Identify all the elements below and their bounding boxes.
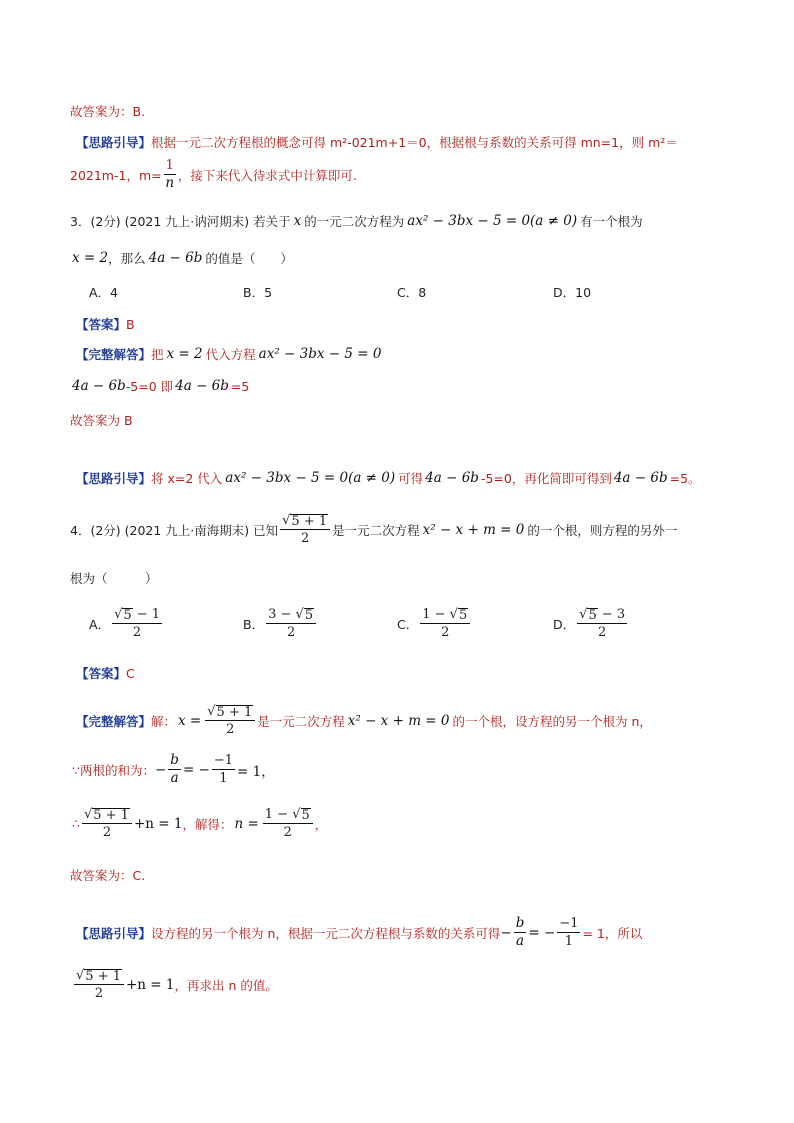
q3-stem-x: x (293, 213, 302, 229)
q3-stem-b: 的一元二次方程为 (304, 214, 405, 229)
q4-guide1-neg: − (500, 924, 512, 941)
q3-conclusion (70, 411, 133, 429)
q3-solution-eq2: ax² − 3bx − 5 = 0 (258, 346, 382, 362)
q4-guide1-f1-num: b (515, 915, 525, 931)
q4-choice-b-rad: 5 (304, 608, 314, 623)
q4-solution-line-1 (76, 704, 652, 737)
q3-guide-b: 可得 (398, 471, 424, 486)
sqrt-icon: √ 5 (449, 607, 468, 623)
q4-sol3-b: +n = 1 (133, 815, 183, 832)
q2-guide-fraction (164, 158, 176, 191)
q4-guide1-end: = 1，所以 (582, 925, 643, 941)
q4-guide1-f2-num: −1 (559, 916, 579, 931)
q4-conclusion-text: 故答案为：C. (70, 868, 146, 883)
q4-choice-c (397, 607, 472, 640)
q3-answer-value: B (126, 316, 135, 332)
q4-choice-d-den: 2 (598, 625, 607, 640)
q4-guide-tag: 【思路引导】 (76, 925, 152, 941)
sqrt-icon: √ 5 (292, 807, 310, 823)
q3-stem2-eq: x = 2 (72, 250, 109, 266)
q3-choice-b (243, 283, 272, 301)
q4-choice-c-label: C． (397, 616, 419, 632)
q4-sol2-f1-num: b (170, 752, 179, 768)
q4-guide1-a: 设方程的另一个根为 n，根据一元二次方程根与系数的关系可得 (151, 925, 501, 941)
q3-stem2-a: ，那么 (108, 251, 146, 266)
q4-solution-line-2 (72, 753, 275, 786)
q4-stem-frac-num: 5 + 1 (291, 514, 328, 529)
q4-guide2-a: +n = 1 (126, 976, 175, 993)
q4-sol2-a: ∵两根的和为： (72, 762, 155, 778)
q4-guide-line-2 (72, 968, 278, 1001)
q4-sol3-end: ， (314, 816, 328, 832)
q4-sol2-end: = 1， (237, 763, 275, 780)
q2-guide-text-2a: 2021m-1，m= (70, 167, 162, 183)
q3-answer-tag: 【答案】 (76, 317, 127, 332)
q4-choice-b-label: B． (243, 616, 265, 632)
q3-guide-a: 将 x=2 代入 (151, 471, 223, 486)
q4-sol1-eq: x² − x + m = 0 (347, 712, 450, 729)
q2-guide-line-1 (76, 133, 678, 151)
q3-line2-b: -5=0 即 (125, 379, 174, 394)
q4-sol1-c: 的一个根，设方程的另一个根为 n， (452, 713, 652, 729)
q4-choice-b (243, 607, 318, 640)
q3-line2-c: 4a − 6b (175, 378, 229, 394)
q4-choice-a-post: − 1 (132, 607, 161, 622)
q4-sol3-f-den: 2 (102, 825, 112, 840)
q4-sol1-frac-num: 5 + 1 (216, 705, 253, 720)
q4-choice-c-den: 2 (441, 625, 450, 640)
q3-answer-line (76, 315, 135, 333)
q4-sol1-frac-den: 2 (226, 722, 235, 737)
q4-sol2-f2-num: −1 (213, 753, 234, 768)
q4-guide2-f-num: 5 + 1 (85, 969, 121, 984)
q4-sol3-c: ，解得： (182, 816, 233, 832)
q4-solution-tag: 【完整解答】 (76, 713, 152, 729)
q2-guide-text-2b: ，接下来代入待求式中计算即可. (177, 167, 357, 183)
q3-stem2-b: 的值是（ ） (205, 251, 293, 266)
q3-solution-eq1: x = 2 (166, 346, 203, 362)
q3-stem-line-2 (72, 249, 293, 267)
q4-sol1-x: x = (178, 712, 202, 729)
q3-choice-a-text: A．4 (89, 285, 119, 300)
q3-choice-c (397, 283, 426, 301)
q3-line2-a: 4a − 6b (72, 378, 126, 394)
q4-stem-a: 4．(2分) (2021 九上·南海期末) 已知 (70, 522, 279, 538)
q3-stem-equation: ax² − 3bx − 5 = 0(a ≠ 0) (407, 213, 578, 229)
q4-choice-a-rad: 5 (123, 608, 132, 623)
q3-choice-d (553, 283, 591, 301)
q3-guide-f: =5。 (669, 471, 701, 486)
q4-sol3-n: n = (234, 815, 259, 832)
q3-choice-a (89, 283, 118, 301)
q4-choice-d-post: − 3 (597, 607, 626, 622)
q3-guide-line (76, 469, 701, 487)
q3-guide-eq: ax² − 3bx − 5 = 0(a ≠ 0) (225, 470, 396, 486)
q4-choice-d-rad: 5 (588, 608, 597, 623)
q4-choice-a-label: A． (89, 616, 111, 632)
q3-solution-a: 把 (151, 347, 164, 362)
q4-choice-c-pre: 1 − (422, 607, 450, 622)
q3-choice-d-text: D．10 (553, 285, 592, 300)
sqrt-icon: √ 5 (579, 607, 597, 623)
sqrt-icon: √ 5 (114, 607, 132, 623)
sqrt-icon: √ 5 + 1 (207, 704, 253, 720)
q4-sol3-a: ∴ (72, 816, 80, 831)
q2-guide-line-2 (70, 158, 357, 191)
q2-answer-text: 故答案为：B. (70, 104, 146, 119)
q3-line2-d: =5 (230, 378, 250, 394)
q4-choice-b-pre: 3 − (268, 607, 296, 622)
q4-answer-value: C (126, 665, 135, 681)
q2-guide-tag: 【思路引导】 (76, 135, 152, 150)
sqrt-icon: √ 5 + 1 (282, 513, 328, 529)
q4-conclusion (70, 866, 145, 884)
q4-sol1-a: 解： (151, 713, 177, 729)
q4-sol2-f1-den: a (170, 770, 179, 786)
q3-choice-b-text: B．5 (243, 285, 273, 300)
q3-stem-c: 有一个根为 (580, 214, 643, 229)
q4-guide2-f-den: 2 (94, 986, 104, 1001)
q4-sol3-f2-den: 2 (283, 825, 292, 840)
q3-guide-d: -5=0，再化简即可得到 (480, 471, 612, 486)
sqrt-icon: √ 5 (295, 607, 314, 623)
q3-solution-line-1 (76, 345, 384, 363)
q4-sol2-f2-den: 1 (219, 771, 228, 786)
q4-guide-line-1 (76, 916, 642, 949)
q3-guide-e: 4a − 6b (613, 470, 668, 486)
q3-conclusion-text: 故答案为 B (70, 413, 133, 428)
q4-guide1-f2-den: 1 (564, 934, 574, 949)
q4-sol3-f2-num: 1 − (264, 807, 293, 822)
sqrt-icon: √ 5 + 1 (76, 968, 121, 984)
q4-sol2-neg: − (154, 761, 167, 778)
q4-stem-line-1 (70, 513, 677, 546)
q4-guide1-eq: = − (528, 924, 556, 941)
q3-stem2-expr: 4a − 6b (148, 250, 203, 266)
q4-choice-d (553, 607, 629, 640)
q4-choice-b-den: 2 (286, 625, 296, 640)
q4-stem-b: 是一元二次方程 (332, 522, 420, 538)
q4-guide1-f1-den: a (516, 933, 525, 949)
q2-answer-line (70, 102, 145, 120)
q4-choice-c-rad: 5 (458, 608, 468, 623)
q3-stem-a: 3．(2分) (2021 九上·讷河期末) 若关于 (70, 214, 291, 229)
q4-choice-a (89, 607, 164, 640)
q4-answer-tag: 【答案】 (76, 666, 127, 681)
q4-choice-d-label: D． (553, 616, 576, 632)
q4-stem-frac-den: 2 (300, 531, 310, 546)
q4-guide2-b: ，再求出 n 的值。 (174, 977, 278, 993)
q4-stem-line-2 (70, 569, 158, 587)
sqrt-icon: √ 5 + 1 (83, 807, 129, 823)
q3-solution-line-2 (72, 377, 249, 395)
q3-guide-c: 4a − 6b (425, 470, 479, 486)
q2-frac-den: n (165, 175, 175, 191)
q4-sol3-f-num: 5 + 1 (93, 808, 129, 823)
q2-guide-text-1: 根据一元二次方程根的概念可得 m²-021m+1＝0，根据根与系数的关系可得 mn=1，则 m²＝ (151, 135, 678, 150)
q4-sol2-eq: = − (182, 761, 210, 778)
q4-stem-fraction (280, 513, 330, 546)
q4-choice-a-den: 2 (132, 625, 142, 640)
q4-sol3-f2-rad: 5 (301, 808, 310, 823)
q3-stem-line-1 (70, 212, 643, 230)
q3-solution-b: 代入方程 (205, 347, 256, 362)
q3-guide-tag: 【思路引导】 (76, 471, 152, 486)
q3-solution-tag: 【完整解答】 (76, 347, 152, 362)
q3-choice-c-text: C．8 (397, 285, 427, 300)
q4-stem2: 根为（ ） (70, 571, 158, 586)
q4-answer-line (76, 664, 135, 682)
q4-sol1-b: 是一元二次方程 (257, 713, 345, 729)
q4-solution-line-3 (72, 807, 327, 840)
q2-frac-num: 1 (165, 158, 174, 173)
q4-stem-c: 的一个根，则方程的另外一 (527, 522, 678, 538)
q4-stem-eq: x² − x + m = 0 (422, 521, 525, 538)
